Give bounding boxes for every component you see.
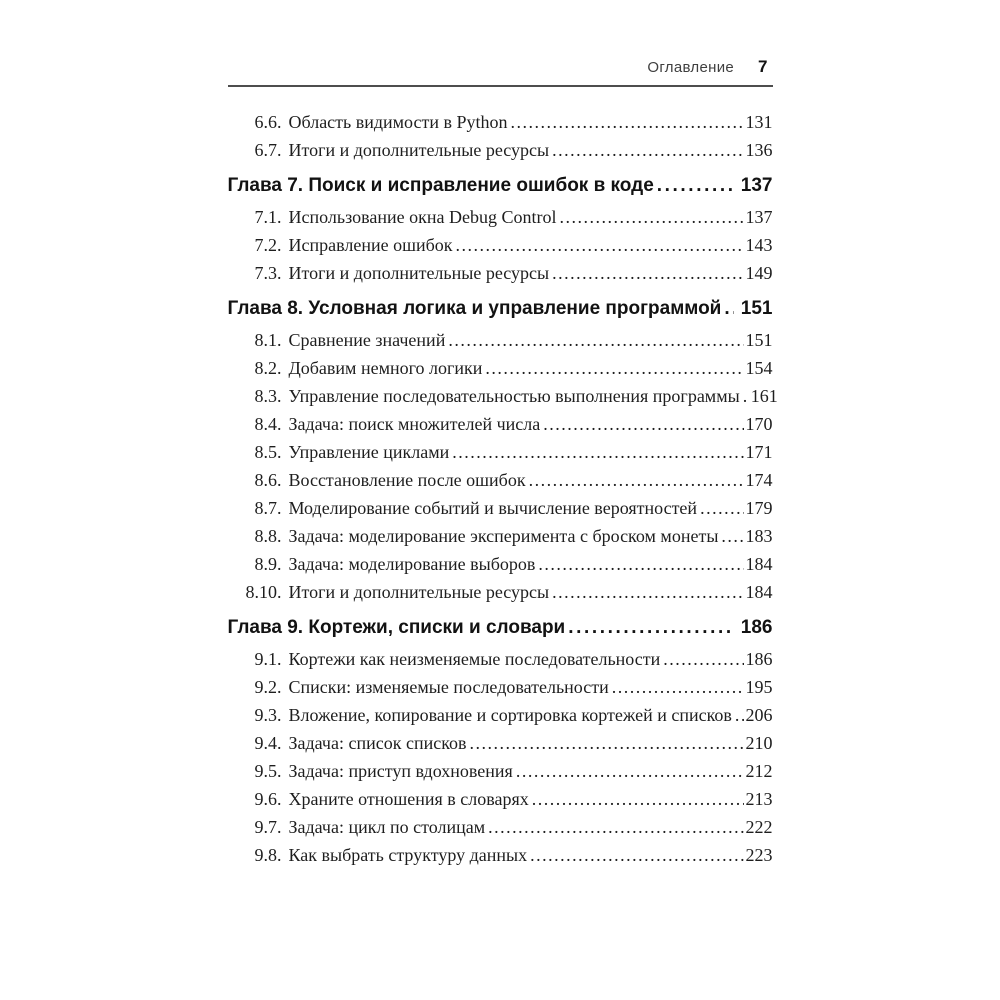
- chapter-title: Глава 8. Условная логика и управление программой: [227, 298, 722, 319]
- dot-leader: [529, 466, 744, 494]
- dot-leader: [511, 108, 744, 136]
- entry-number: 6.7.: [254, 140, 282, 160]
- entry-number: 9.6.: [254, 789, 282, 809]
- entry-page-number: 212: [745, 761, 773, 781]
- dot-leader: [559, 203, 743, 231]
- toc-entry[interactable]: [228, 231, 773, 259]
- toc-entry[interactable]: [228, 785, 773, 813]
- toc-section: [227, 294, 778, 606]
- toc-entry[interactable]: [228, 757, 773, 785]
- header-section-title: Оглавление: [647, 59, 735, 76]
- entry-number: 9.7.: [254, 817, 282, 837]
- entry-page-number: 184: [745, 582, 773, 602]
- entry-number: 8.1.: [254, 330, 282, 350]
- toc-entry[interactable]: [228, 354, 773, 382]
- entry-number: 7.1.: [254, 207, 282, 227]
- entry-page-number: 213: [745, 789, 773, 809]
- dot-leader: [657, 171, 734, 201]
- entry-page-number: 174: [745, 470, 773, 490]
- entry-title: Управление циклами: [288, 442, 450, 462]
- entry-number: 8.3.: [254, 386, 282, 406]
- toc-entry[interactable]: [228, 259, 773, 287]
- entry-title: Задача: цикл по столицам: [288, 817, 486, 837]
- toc-entry[interactable]: [228, 550, 773, 578]
- entry-page-number: 171: [745, 442, 773, 462]
- dot-leader: [721, 522, 743, 550]
- entry-title: Кортежи как неизменяемые последовательности: [288, 649, 661, 669]
- dot-leader: [552, 136, 743, 164]
- toc-section: [228, 613, 773, 869]
- dot-leader: [470, 729, 744, 757]
- entry-page-number: 149: [745, 263, 773, 283]
- dot-leader: [552, 578, 743, 606]
- entry-page-number: 143: [745, 235, 773, 255]
- entry-page-number: 186: [745, 649, 773, 669]
- entry-title: Добавим немного логики: [288, 358, 483, 378]
- page-content-column: [227, 0, 778, 869]
- entry-page-number: 195: [745, 677, 773, 697]
- entry-title: Исправление ошибок: [288, 235, 453, 255]
- entry-page-number: 183: [745, 526, 773, 546]
- entry-page-number: 210: [745, 733, 773, 753]
- toc-section: [228, 171, 773, 287]
- entry-number: 9.3.: [254, 705, 282, 725]
- entry-number: 7.2.: [254, 235, 282, 255]
- toc-chapter-heading[interactable]: [228, 294, 773, 324]
- entry-title: Как выбрать структуру данных: [288, 845, 528, 865]
- entry-page-number: 161: [750, 386, 778, 406]
- running-header: [228, 57, 773, 85]
- entry-page-number: 137: [745, 207, 773, 227]
- chapter-title: Глава 7. Поиск и исправление ошибок в коде: [227, 175, 654, 196]
- entry-title: Восстановление после ошибок: [288, 470, 526, 490]
- entry-title: Списки: изменяемые последовательности: [288, 677, 609, 697]
- toc-entry[interactable]: [228, 673, 773, 701]
- toc-entry[interactable]: [228, 438, 773, 466]
- entry-number: 9.4.: [254, 733, 282, 753]
- dot-leader: [452, 438, 743, 466]
- dot-leader: [516, 757, 744, 785]
- entry-title: Задача: приступ вдохновения: [288, 761, 513, 781]
- dot-leader: [552, 259, 743, 287]
- toc-entry[interactable]: [228, 108, 773, 136]
- entry-title: Задача: список списков: [288, 733, 467, 753]
- toc-chapter-heading[interactable]: [228, 613, 773, 643]
- table-of-contents: [227, 108, 778, 869]
- toc-entry[interactable]: [228, 701, 773, 729]
- toc-entry[interactable]: [228, 813, 773, 841]
- entry-title: Область видимости в Python: [288, 112, 508, 132]
- toc-entry[interactable]: [228, 136, 773, 164]
- entry-title: Итоги и дополнительные ресурсы: [288, 582, 550, 602]
- dot-leader: [568, 613, 734, 643]
- dot-leader: [735, 701, 744, 729]
- entry-title: Вложение, копирование и сортировка кортежей и списков: [288, 705, 732, 725]
- entry-page-number: 184: [745, 554, 773, 574]
- toc-entry[interactable]: [228, 494, 773, 522]
- dot-leader: [663, 645, 743, 673]
- header-page-number: 7: [758, 57, 768, 76]
- entry-number: 7.3.: [254, 263, 282, 283]
- entry-title: Итоги и дополнительные ресурсы: [288, 140, 550, 160]
- entry-title: Моделирование событий и вычисление вероятностей: [288, 498, 698, 518]
- entry-title: Храните отношения в словарях: [288, 789, 529, 809]
- entry-number: 8.8.: [254, 526, 282, 546]
- dot-leader: [448, 326, 743, 354]
- entry-page-number: 222: [745, 817, 773, 837]
- chapter-title: Глава 9. Кортежи, списки и словари: [227, 617, 566, 638]
- entry-page-number: 131: [745, 112, 773, 132]
- dot-leader: [724, 294, 733, 324]
- entry-title: Задача: моделирование выборов: [288, 554, 536, 574]
- toc-entry[interactable]: [228, 645, 773, 673]
- entry-page-number: 154: [745, 358, 773, 378]
- entry-page-number: 170: [745, 414, 773, 434]
- dot-leader: [488, 813, 743, 841]
- entry-page-number: 151: [745, 330, 773, 350]
- entry-number: 8.10.: [245, 582, 282, 602]
- entry-number: 8.6.: [254, 470, 282, 490]
- toc-entry[interactable]: [228, 729, 773, 757]
- entry-page-number: 136: [745, 140, 773, 160]
- dot-leader: [456, 231, 744, 259]
- toc-entry[interactable]: [228, 578, 773, 606]
- toc-entry[interactable]: [228, 410, 773, 438]
- entry-number: 8.2.: [254, 358, 282, 378]
- toc-entry[interactable]: [228, 522, 773, 550]
- entry-number: 8.4.: [254, 414, 282, 434]
- toc-entry[interactable]: [228, 841, 773, 869]
- dot-leader: [538, 550, 743, 578]
- chapter-page-number: 137: [740, 175, 773, 196]
- dot-leader: [700, 494, 743, 522]
- entry-title: Итоги и дополнительные ресурсы: [288, 263, 550, 283]
- toc-chapter-heading[interactable]: [228, 171, 773, 201]
- entry-number: 9.1.: [254, 649, 282, 669]
- entry-page-number: 223: [745, 845, 773, 865]
- entry-title: Использование окна Debug Control: [288, 207, 557, 227]
- entry-number: 8.5.: [254, 442, 282, 462]
- entry-page-number: 206: [745, 705, 773, 725]
- dot-leader: [612, 673, 744, 701]
- entry-number: 9.8.: [254, 845, 282, 865]
- toc-section: [228, 108, 773, 164]
- dot-leader: [543, 410, 743, 438]
- dot-leader: [485, 354, 743, 382]
- toc-entry[interactable]: [228, 203, 773, 231]
- entry-number: 9.5.: [254, 761, 282, 781]
- entry-title: Сравнение значений: [288, 330, 446, 350]
- entry-title: Задача: моделирование эксперимента с броском монеты: [288, 526, 719, 546]
- entry-number: 8.9.: [254, 554, 282, 574]
- toc-entry[interactable]: [228, 326, 773, 354]
- entry-title: Задача: поиск множителей числа: [288, 414, 541, 434]
- dot-leader: [530, 841, 743, 869]
- entry-number: 6.6.: [254, 112, 282, 132]
- entry-number: 9.2.: [254, 677, 282, 697]
- toc-entry[interactable]: [228, 382, 778, 410]
- entry-title: Управление последовательностью выполнения программы: [288, 386, 740, 406]
- chapter-page-number: 186: [740, 617, 773, 638]
- chapter-page-number: 151: [740, 298, 773, 319]
- dot-leader: [532, 785, 744, 813]
- toc-entry[interactable]: [228, 466, 773, 494]
- entry-number: 8.7.: [254, 498, 282, 518]
- entry-page-number: 179: [745, 498, 773, 518]
- header-divider: [228, 85, 773, 87]
